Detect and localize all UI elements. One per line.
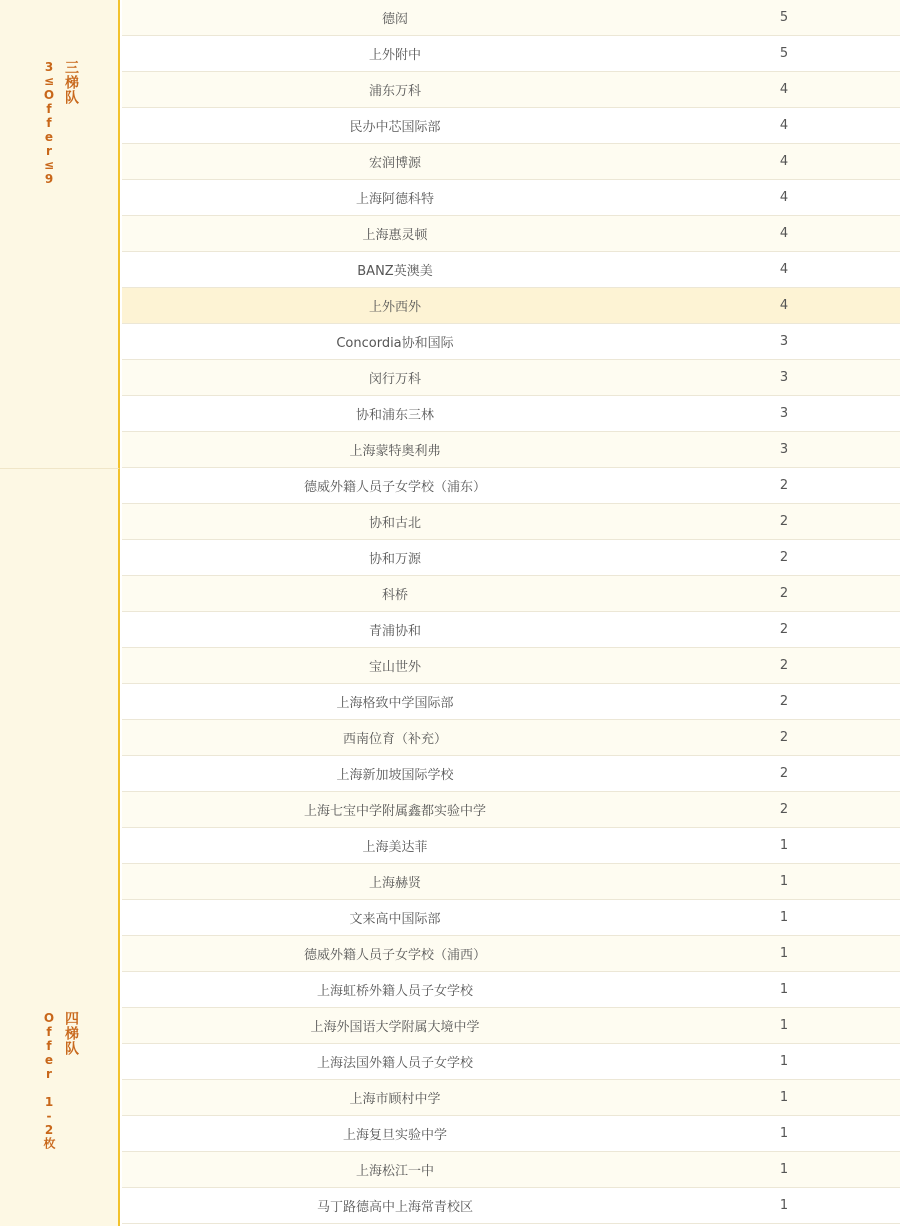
- table-row: [122, 1080, 900, 1116]
- table-row: [122, 360, 900, 396]
- table-row: [122, 468, 900, 504]
- offer-count-cell: 3: [779, 370, 789, 385]
- tier-3-cell: [0, 0, 120, 468]
- offer-count-cell: 1: [779, 946, 789, 961]
- offer-count-cell: 4: [779, 262, 789, 277]
- table-row: [122, 0, 900, 36]
- school-name-cell: 科桥: [381, 588, 408, 603]
- offer-count-cell: 1: [779, 982, 789, 997]
- offer-count-cell: 2: [779, 730, 789, 745]
- table-row: [122, 612, 900, 648]
- table-row: [122, 1116, 900, 1152]
- offer-count-cell: 2: [779, 514, 789, 529]
- offer-count-cell: 1: [779, 1162, 789, 1177]
- offer-count-cell: 1: [779, 910, 789, 925]
- school-name-cell: 上海美达菲: [362, 840, 428, 855]
- table-row: [122, 1008, 900, 1044]
- table-row: [122, 864, 900, 900]
- tier-4-cell: [0, 468, 120, 1226]
- school-name-cell: 文来高中国际部: [349, 912, 441, 927]
- offer-count-cell: 2: [779, 622, 789, 637]
- school-name-cell: 上海惠灵顿: [362, 228, 428, 243]
- table-row: [122, 144, 900, 180]
- school-name-cell: 浦东万科: [368, 84, 421, 99]
- offer-count-cell: 4: [779, 154, 789, 169]
- offer-count-cell: 2: [779, 658, 789, 673]
- table-row: [122, 36, 900, 72]
- tier-3-rule: 3≤Offer≤9: [42, 60, 56, 186]
- table-row: [122, 900, 900, 936]
- offer-count-cell: 4: [779, 190, 789, 205]
- table-row: [122, 684, 900, 720]
- school-name-cell: 上海格致中学国际部: [336, 696, 454, 711]
- table-row: [122, 432, 900, 468]
- school-name-cell: 德闳: [381, 12, 408, 27]
- table-row: [122, 396, 900, 432]
- table-row: [122, 936, 900, 972]
- school-name-cell: 上海外国语大学附属大境中学: [310, 1020, 480, 1035]
- table-row: [122, 576, 900, 612]
- table-row: [122, 180, 900, 216]
- school-name-cell: 上海七宝中学附属鑫都实验中学: [303, 804, 486, 819]
- school-name-cell: 马丁路德高中上海常青校区: [316, 1200, 473, 1215]
- school-name-cell: 上海阿德科特: [355, 192, 434, 207]
- tier-4-label: [40, 1011, 80, 1149]
- school-name-cell: 上海松江一中: [355, 1164, 434, 1179]
- school-name-cell: 协和古北: [368, 516, 421, 531]
- school-name-cell: 上海新加坡国际学校: [336, 768, 454, 783]
- table-row: [122, 252, 900, 288]
- offer-count-cell: 3: [779, 334, 789, 349]
- table-row: [122, 540, 900, 576]
- table-row: [122, 216, 900, 252]
- offer-count-cell: 1: [779, 1018, 789, 1033]
- school-name-cell: 上外西外: [368, 300, 421, 315]
- table-body: [122, 0, 900, 1224]
- school-name-cell: Concordia协和国际: [336, 336, 454, 351]
- offer-count-cell: 3: [779, 442, 789, 457]
- school-name-cell: BANZ英澳美: [357, 264, 433, 279]
- school-name-cell: 协和浦东三林: [355, 408, 434, 423]
- offer-count-cell: 2: [779, 478, 789, 493]
- offer-count-cell: 1: [779, 1126, 789, 1141]
- offer-count-cell: 4: [779, 298, 789, 313]
- school-name-cell: 德威外籍人员子女学校（浦东）: [303, 480, 486, 495]
- tier-4-name: 四梯队: [63, 1011, 79, 1056]
- school-name-cell: 上海赫贤: [368, 876, 421, 891]
- offer-count-cell: 1: [779, 1198, 789, 1213]
- school-name-cell: 民办中芯国际部: [349, 120, 441, 135]
- table-row: [122, 504, 900, 540]
- table-row: [122, 1152, 900, 1188]
- offer-count-cell: 5: [779, 10, 789, 25]
- table-row: [122, 324, 900, 360]
- school-name-cell: 上海虹桥外籍人员子女学校: [316, 984, 473, 999]
- offer-count-cell: 5: [779, 46, 789, 61]
- table-row: [122, 720, 900, 756]
- table-row: [122, 1044, 900, 1080]
- school-name-cell: 德威外籍人员子女学校（浦西）: [303, 948, 486, 963]
- school-name-cell: 青浦协和: [368, 624, 421, 639]
- school-name-cell: 西南位育（补充）: [342, 732, 447, 747]
- tier-4-rule: Offer 1-2枚: [42, 1011, 56, 1149]
- tier-3-name: 三梯队: [63, 60, 79, 105]
- offer-count-cell: 2: [779, 802, 789, 817]
- school-name-cell: 闵行万科: [368, 372, 421, 387]
- school-name-cell: 上海市顾村中学: [349, 1092, 441, 1107]
- table-row-highlighted: [122, 288, 900, 324]
- school-name-cell: 上海法国外籍人员子女学校: [316, 1056, 473, 1071]
- offer-count-cell: 2: [779, 694, 789, 709]
- table-row: [122, 756, 900, 792]
- table-row: [122, 108, 900, 144]
- offer-count-cell: 1: [779, 1054, 789, 1069]
- school-name-cell: 协和万源: [368, 552, 421, 567]
- offer-count-cell: 3: [779, 406, 789, 421]
- tier-3-label: [40, 60, 80, 186]
- offer-count-cell: 4: [779, 82, 789, 97]
- school-name-cell: 宏润博源: [368, 156, 421, 171]
- table-row: [122, 792, 900, 828]
- school-name-cell: 宝山世外: [368, 660, 421, 675]
- school-name-cell: 上海蒙特奥利弗: [349, 444, 441, 459]
- offer-count-cell: 2: [779, 586, 789, 601]
- offer-count-cell: 1: [779, 838, 789, 853]
- offer-count-cell: 2: [779, 766, 789, 781]
- offer-count-cell: 4: [779, 226, 789, 241]
- school-name-cell: 上外附中: [368, 48, 421, 63]
- table-row: [122, 648, 900, 684]
- offer-count-cell: 1: [779, 874, 789, 889]
- offer-count-cell: 1: [779, 1090, 789, 1105]
- offer-count-cell: 4: [779, 118, 789, 133]
- table-row: [122, 72, 900, 108]
- offer-count-cell: 2: [779, 550, 789, 565]
- table-row: [122, 1188, 900, 1224]
- table-row: [122, 828, 900, 864]
- table-row: [122, 972, 900, 1008]
- school-name-cell: 上海复旦实验中学: [342, 1128, 447, 1143]
